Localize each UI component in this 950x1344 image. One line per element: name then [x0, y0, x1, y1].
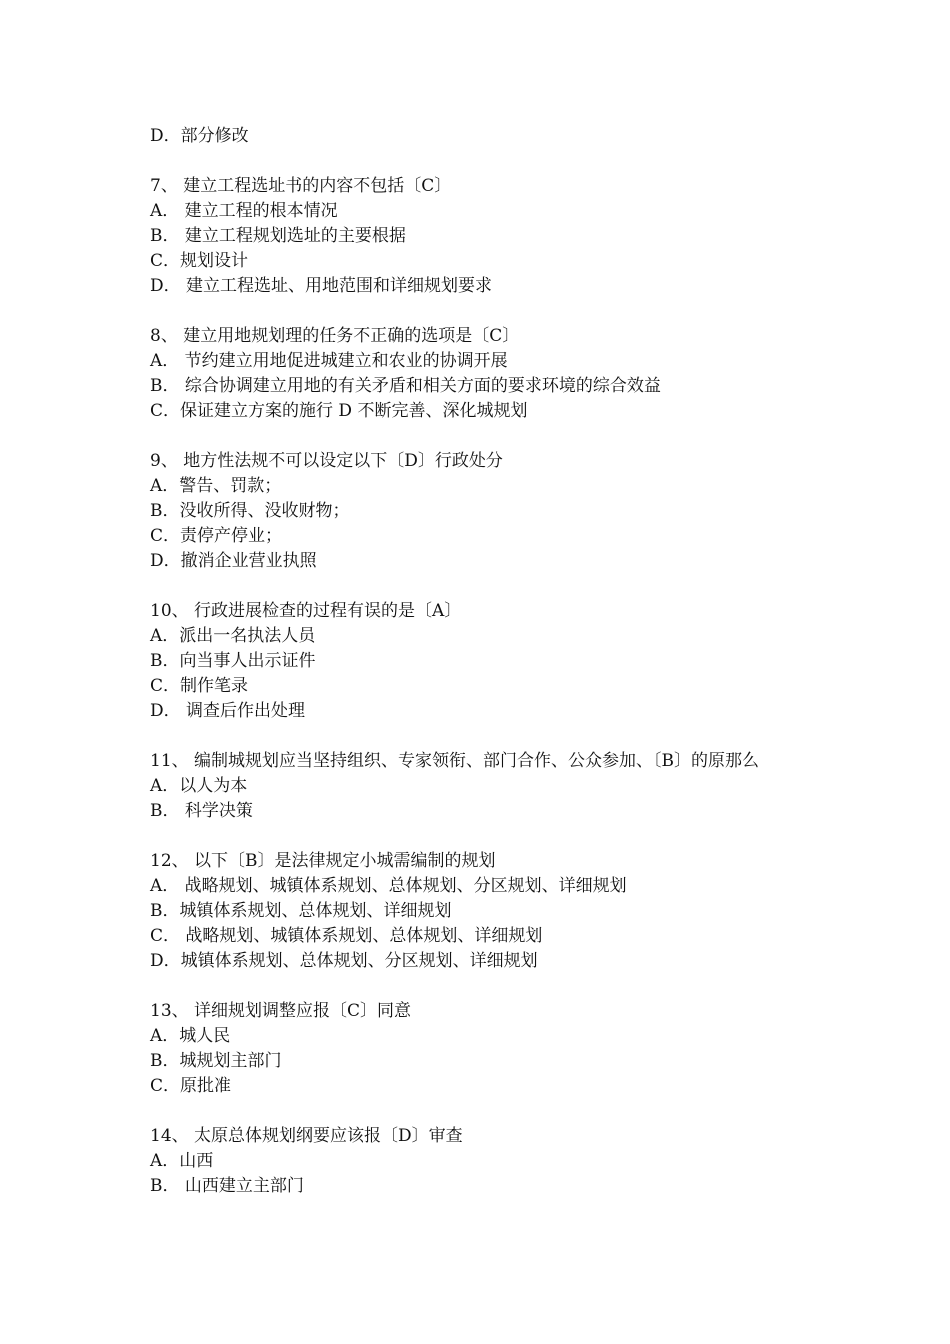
answer-option: C．责停产停业；	[150, 526, 283, 546]
answer-option: C．制作笔录	[150, 676, 249, 696]
answer-option: A．山西	[150, 1151, 214, 1171]
question-text: 14、 太原总体规划纲要应该报〔D〕审查	[150, 1126, 463, 1146]
answer-option: A．以人为本	[150, 776, 248, 796]
answer-option: D．城镇体系规划、总体规划、分区规划、详细规划	[150, 951, 538, 971]
block-gap	[150, 299, 810, 324]
question-text: 9、 地方性法规不可以设定以下〔D〕行政处分	[150, 451, 503, 471]
answer-option: C．规划设计	[150, 251, 249, 271]
answer-option: D． 建立工程选址、用地范围和详细规划要求	[150, 276, 493, 296]
question-block	[150, 174, 810, 299]
question-text: 10、 行政进展检查的过程有误的是〔A〕	[150, 601, 462, 621]
answer-option: B．城规划主部门	[150, 1051, 282, 1071]
question-text: 8、 建立用地规划理的任务不正确的选项是〔C〕	[150, 326, 520, 346]
question-block	[150, 849, 810, 974]
answer-option: B．没收所得、没收财物；	[150, 501, 350, 521]
answer-option: C．保证建立方案的施行 D 不断完善、深化城规划	[150, 401, 528, 421]
answer-option: D． 调查后作出处理	[150, 701, 306, 721]
answer-option: A．派出一名执法人员	[150, 626, 316, 646]
answer-option: B． 综合协调建立用地的有关矛盾和相关方面的要求环境的综合效益	[150, 376, 661, 396]
question-block	[150, 749, 810, 824]
question-block	[150, 1124, 810, 1199]
answer-option: B． 山西建立主部门	[150, 1176, 304, 1196]
answer-option: A． 建立工程的根本情况	[150, 201, 338, 221]
answer-option: B．向当事人出示证件	[150, 651, 316, 671]
answer-option: D．部分修改	[150, 126, 249, 146]
block-gap	[150, 1099, 810, 1124]
document-body	[150, 124, 810, 1199]
answer-option: B． 建立工程规划选址的主要根据	[150, 226, 406, 246]
answer-option: B．城镇体系规划、总体规划、详细规划	[150, 901, 452, 921]
question-text: 7、 建立工程选址书的内容不包括〔C〕	[150, 176, 452, 196]
question-block	[150, 324, 810, 424]
question-block	[150, 999, 810, 1099]
question-text: 13、 详细规划调整应报〔C〕同意	[150, 1001, 412, 1021]
question-text: 11、 编制城规划应当坚持组织、专家领衔、部门合作、公众参加、〔B〕的原那么	[150, 751, 760, 771]
answer-option: A． 节约建立用地促进城建立和农业的协调开展	[150, 351, 508, 371]
question-text: 12、 以下〔B〕是法律规定小城需编制的规划	[150, 851, 496, 871]
answer-option: A．城人民	[150, 1026, 231, 1046]
answer-option: B． 科学决策	[150, 801, 253, 821]
answer-option: A． 战略规划、城镇体系规划、总体规划、分区规划、详细规划	[150, 876, 627, 896]
block-gap	[150, 974, 810, 999]
question-block	[150, 449, 810, 574]
block-gap	[150, 149, 810, 174]
question-block	[150, 124, 810, 149]
answer-option: D．撤消企业营业执照	[150, 551, 317, 571]
block-gap	[150, 424, 810, 449]
answer-option: C． 战略规划、城镇体系规划、总体规划、详细规划	[150, 926, 543, 946]
question-block	[150, 599, 810, 724]
block-gap	[150, 724, 810, 749]
answer-option: A．警告、罚款；	[150, 476, 282, 496]
block-gap	[150, 824, 810, 849]
answer-option: C．原批准	[150, 1076, 232, 1096]
block-gap	[150, 574, 810, 599]
